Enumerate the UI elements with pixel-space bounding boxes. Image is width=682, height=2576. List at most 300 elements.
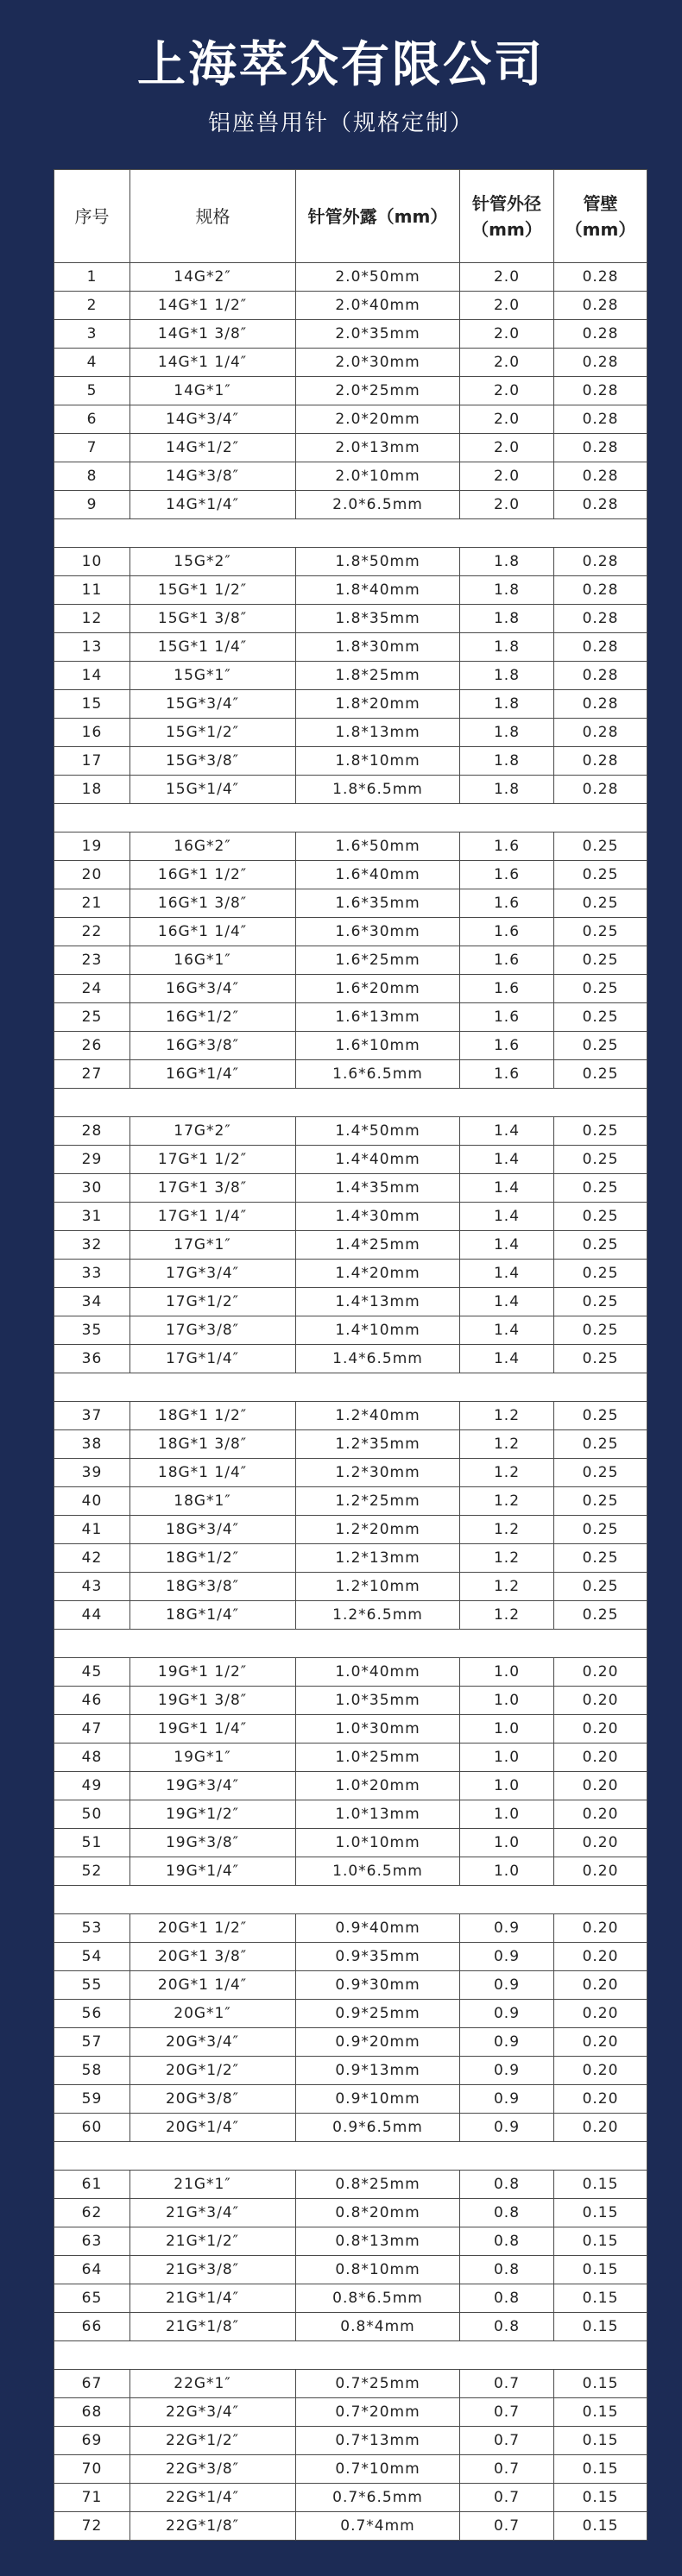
- cell-serial-number: 48: [54, 1744, 130, 1772]
- header-needle-exposure: 针管外露（mm）: [296, 170, 460, 263]
- cell-needle-exposure: 2.0*35mm: [296, 320, 460, 349]
- cell-outer-diameter: 0.9: [460, 2028, 554, 2057]
- cell-needle-exposure: 1.6*20mm: [296, 975, 460, 1003]
- cell-needle-exposure: 1.4*10mm: [296, 1316, 460, 1345]
- header-specification: 规格: [130, 170, 296, 263]
- cell-outer-diameter: 1.6: [460, 975, 554, 1003]
- cell-needle-exposure: 0.9*20mm: [296, 2028, 460, 2057]
- cell-wall-thickness: 0.25: [554, 1060, 647, 1089]
- cell-serial-number: 62: [54, 2199, 130, 2227]
- cell-specification: 20G*1 1/4″: [130, 1971, 296, 2000]
- table-row: [54, 1516, 647, 1544]
- cell-needle-exposure: 1.8*13mm: [296, 719, 460, 747]
- cell-wall-thickness: 0.15: [554, 2171, 647, 2199]
- cell-outer-diameter: 1.2: [460, 1516, 554, 1544]
- table-row: [54, 1231, 647, 1260]
- table-row: [54, 2313, 647, 2341]
- cell-serial-number: 1: [54, 263, 130, 292]
- cell-outer-diameter: 1.0: [460, 1772, 554, 1800]
- cell-needle-exposure: 1.0*10mm: [296, 1829, 460, 1857]
- cell-outer-diameter: 0.8: [460, 2256, 554, 2284]
- cell-specification: 20G*3/8″: [130, 2085, 296, 2114]
- cell-serial-number: 3: [54, 320, 130, 349]
- cell-outer-diameter: 1.8: [460, 776, 554, 804]
- table-row: [54, 292, 647, 320]
- cell-wall-thickness: 0.15: [554, 2484, 647, 2512]
- header-outer-diameter: [460, 170, 554, 263]
- cell-specification: 16G*2″: [130, 832, 296, 861]
- cell-serial-number: 25: [54, 1003, 130, 1032]
- cell-serial-number: 50: [54, 1800, 130, 1829]
- table-header: [54, 170, 647, 263]
- cell-serial-number: 31: [54, 1203, 130, 1231]
- cell-specification: 17G*1 3/8″: [130, 1174, 296, 1203]
- cell-serial-number: 7: [54, 434, 130, 462]
- cell-wall-thickness: 0.28: [554, 605, 647, 633]
- cell-needle-exposure: 1.0*20mm: [296, 1772, 460, 1800]
- cell-specification: 22G*3/4″: [130, 2398, 296, 2427]
- cell-outer-diameter: 1.0: [460, 1800, 554, 1829]
- cell-needle-exposure: 1.4*20mm: [296, 1260, 460, 1288]
- table-row: [54, 1174, 647, 1203]
- cell-serial-number: 67: [54, 2370, 130, 2398]
- cell-needle-exposure: 0.9*13mm: [296, 2057, 460, 2085]
- group-separator-cell: [54, 519, 647, 548]
- cell-needle-exposure: 1.8*50mm: [296, 548, 460, 576]
- cell-serial-number: 42: [54, 1544, 130, 1573]
- table-row: [54, 1487, 647, 1516]
- cell-needle-exposure: 2.0*10mm: [296, 462, 460, 491]
- cell-specification: 19G*1 3/8″: [130, 1687, 296, 1715]
- cell-specification: 18G*1/2″: [130, 1544, 296, 1573]
- cell-wall-thickness: 0.28: [554, 263, 647, 292]
- table-row: [54, 2455, 647, 2484]
- table-row: [54, 1687, 647, 1715]
- cell-needle-exposure: 0.8*25mm: [296, 2171, 460, 2199]
- table-row: [54, 548, 647, 576]
- cell-specification: 19G*1 1/4″: [130, 1715, 296, 1744]
- cell-outer-diameter: 1.6: [460, 1003, 554, 1032]
- cell-serial-number: 35: [54, 1316, 130, 1345]
- cell-outer-diameter: 1.2: [460, 1601, 554, 1630]
- table-row: [54, 776, 647, 804]
- header-outer-diameter-unit: （mm）: [471, 218, 542, 240]
- cell-needle-exposure: 1.4*50mm: [296, 1117, 460, 1146]
- cell-outer-diameter: 1.6: [460, 1060, 554, 1089]
- cell-wall-thickness: 0.25: [554, 1345, 647, 1373]
- cell-outer-diameter: 1.4: [460, 1345, 554, 1373]
- cell-serial-number: 15: [54, 690, 130, 719]
- cell-wall-thickness: 0.28: [554, 491, 647, 519]
- cell-serial-number: 57: [54, 2028, 130, 2057]
- table-row: [54, 1430, 647, 1459]
- cell-specification: 15G*1 3/8″: [130, 605, 296, 633]
- cell-specification: 18G*3/4″: [130, 1516, 296, 1544]
- table-row: [54, 719, 647, 747]
- cell-needle-exposure: 2.0*40mm: [296, 292, 460, 320]
- cell-wall-thickness: 0.25: [554, 1487, 647, 1516]
- cell-wall-thickness: 0.20: [554, 2000, 647, 2028]
- cell-specification: 22G*3/8″: [130, 2455, 296, 2484]
- cell-outer-diameter: 0.7: [460, 2370, 554, 2398]
- cell-outer-diameter: 1.0: [460, 1744, 554, 1772]
- cell-specification: 17G*1/2″: [130, 1288, 296, 1316]
- cell-outer-diameter: 1.4: [460, 1174, 554, 1203]
- cell-serial-number: 54: [54, 1943, 130, 1971]
- cell-needle-exposure: 1.8*10mm: [296, 747, 460, 776]
- cell-outer-diameter: 1.6: [460, 946, 554, 975]
- cell-specification: 14G*1 1/2″: [130, 292, 296, 320]
- cell-specification: 16G*1/2″: [130, 1003, 296, 1032]
- table-row: [54, 2484, 647, 2512]
- cell-wall-thickness: 0.28: [554, 719, 647, 747]
- cell-specification: 15G*1 1/4″: [130, 633, 296, 662]
- cell-wall-thickness: 0.25: [554, 889, 647, 918]
- cell-serial-number: 32: [54, 1231, 130, 1260]
- cell-outer-diameter: 1.0: [460, 1658, 554, 1687]
- cell-outer-diameter: 0.7: [460, 2455, 554, 2484]
- cell-wall-thickness: 0.20: [554, 2057, 647, 2085]
- cell-needle-exposure: 2.0*20mm: [296, 405, 460, 434]
- cell-specification: 17G*1 1/4″: [130, 1203, 296, 1231]
- cell-needle-exposure: 0.8*4mm: [296, 2313, 460, 2341]
- cell-needle-exposure: 1.6*25mm: [296, 946, 460, 975]
- cell-wall-thickness: 0.25: [554, 918, 647, 946]
- cell-needle-exposure: 0.8*10mm: [296, 2256, 460, 2284]
- table-row: [54, 2057, 647, 2085]
- cell-specification: 21G*3/8″: [130, 2256, 296, 2284]
- cell-outer-diameter: 2.0: [460, 349, 554, 377]
- cell-wall-thickness: 0.15: [554, 2227, 647, 2256]
- company-title: 上海萃众有限公司: [137, 37, 545, 93]
- cell-specification: 17G*1″: [130, 1231, 296, 1260]
- header-wall-thickness: [554, 170, 647, 263]
- cell-needle-exposure: 1.8*40mm: [296, 576, 460, 605]
- header-row: [54, 170, 647, 263]
- group-separator-cell: [54, 2142, 647, 2171]
- cell-outer-diameter: 2.0: [460, 491, 554, 519]
- cell-serial-number: 47: [54, 1715, 130, 1744]
- table-row: [54, 2028, 647, 2057]
- cell-specification: 14G*3/4″: [130, 405, 296, 434]
- cell-outer-diameter: 0.7: [460, 2512, 554, 2541]
- cell-needle-exposure: 1.4*30mm: [296, 1203, 460, 1231]
- group-separator-row: [54, 1373, 647, 1402]
- cell-specification: 20G*3/4″: [130, 2028, 296, 2057]
- cell-specification: 16G*3/4″: [130, 975, 296, 1003]
- cell-specification: 19G*3/8″: [130, 1829, 296, 1857]
- table-row: [54, 1715, 647, 1744]
- cell-specification: 20G*1″: [130, 2000, 296, 2028]
- table-row: [54, 633, 647, 662]
- cell-serial-number: 2: [54, 292, 130, 320]
- cell-wall-thickness: 0.20: [554, 2085, 647, 2114]
- cell-outer-diameter: 1.8: [460, 605, 554, 633]
- cell-needle-exposure: 2.0*6.5mm: [296, 491, 460, 519]
- group-separator-row: [54, 1630, 647, 1658]
- group-separator-cell: [54, 1089, 647, 1117]
- table-row: [54, 1032, 647, 1060]
- table-row: [54, 605, 647, 633]
- cell-serial-number: 8: [54, 462, 130, 491]
- cell-serial-number: 27: [54, 1060, 130, 1089]
- header-wall-thickness-label: 管壁: [583, 192, 618, 214]
- cell-serial-number: 72: [54, 2512, 130, 2541]
- cell-wall-thickness: 0.20: [554, 2028, 647, 2057]
- cell-outer-diameter: 1.8: [460, 662, 554, 690]
- cell-serial-number: 41: [54, 1516, 130, 1544]
- table-row: [54, 1800, 647, 1829]
- cell-needle-exposure: 1.2*35mm: [296, 1430, 460, 1459]
- cell-outer-diameter: 1.2: [460, 1402, 554, 1430]
- table-row: [54, 918, 647, 946]
- cell-wall-thickness: 0.25: [554, 1032, 647, 1060]
- spec-table: [54, 169, 647, 2541]
- cell-outer-diameter: 1.6: [460, 832, 554, 861]
- cell-specification: 16G*1″: [130, 946, 296, 975]
- cell-wall-thickness: 0.20: [554, 1744, 647, 1772]
- cell-needle-exposure: 1.4*35mm: [296, 1174, 460, 1203]
- cell-specification: 15G*1″: [130, 662, 296, 690]
- table-row: [54, 747, 647, 776]
- cell-specification: 18G*1 3/8″: [130, 1430, 296, 1459]
- cell-serial-number: 21: [54, 889, 130, 918]
- cell-needle-exposure: 1.6*13mm: [296, 1003, 460, 1032]
- table-row: [54, 1829, 647, 1857]
- table-row: [54, 861, 647, 889]
- cell-specification: 18G*1 1/2″: [130, 1402, 296, 1430]
- cell-serial-number: 45: [54, 1658, 130, 1687]
- cell-specification: 14G*3/8″: [130, 462, 296, 491]
- cell-wall-thickness: 0.28: [554, 434, 647, 462]
- table-row: [54, 2398, 647, 2427]
- cell-serial-number: 65: [54, 2284, 130, 2313]
- cell-specification: 17G*2″: [130, 1117, 296, 1146]
- cell-outer-diameter: 0.8: [460, 2199, 554, 2227]
- cell-wall-thickness: 0.25: [554, 1402, 647, 1430]
- cell-wall-thickness: 0.25: [554, 1573, 647, 1601]
- cell-outer-diameter: 1.4: [460, 1146, 554, 1174]
- cell-serial-number: 46: [54, 1687, 130, 1715]
- cell-serial-number: 23: [54, 946, 130, 975]
- cell-serial-number: 9: [54, 491, 130, 519]
- cell-wall-thickness: 0.15: [554, 2313, 647, 2341]
- table-row: [54, 975, 647, 1003]
- cell-wall-thickness: 0.20: [554, 1914, 647, 1943]
- cell-serial-number: 30: [54, 1174, 130, 1203]
- group-separator-row: [54, 2142, 647, 2171]
- cell-outer-diameter: 0.9: [460, 2000, 554, 2028]
- cell-outer-diameter: 1.2: [460, 1487, 554, 1516]
- cell-wall-thickness: 0.25: [554, 1459, 647, 1487]
- table-row: [54, 405, 647, 434]
- cell-needle-exposure: 1.2*20mm: [296, 1516, 460, 1544]
- cell-wall-thickness: 0.28: [554, 662, 647, 690]
- cell-specification: 15G*1/2″: [130, 719, 296, 747]
- cell-specification: 18G*1″: [130, 1487, 296, 1516]
- cell-specification: 21G*3/4″: [130, 2199, 296, 2227]
- cell-needle-exposure: 0.7*10mm: [296, 2455, 460, 2484]
- cell-wall-thickness: 0.25: [554, 861, 647, 889]
- cell-serial-number: 40: [54, 1487, 130, 1516]
- cell-wall-thickness: 0.20: [554, 1971, 647, 2000]
- cell-needle-exposure: 1.0*13mm: [296, 1800, 460, 1829]
- group-separator-cell: [54, 1886, 647, 1914]
- cell-outer-diameter: 1.6: [460, 861, 554, 889]
- cell-outer-diameter: 0.9: [460, 1943, 554, 1971]
- header-serial-number: 序号: [54, 170, 130, 263]
- cell-needle-exposure: 1.2*30mm: [296, 1459, 460, 1487]
- cell-wall-thickness: 0.28: [554, 405, 647, 434]
- cell-serial-number: 49: [54, 1772, 130, 1800]
- cell-wall-thickness: 0.28: [554, 576, 647, 605]
- cell-specification: 17G*1/4″: [130, 1345, 296, 1373]
- cell-serial-number: 34: [54, 1288, 130, 1316]
- cell-needle-exposure: 1.6*6.5mm: [296, 1060, 460, 1089]
- cell-wall-thickness: 0.28: [554, 377, 647, 405]
- table-row: [54, 1203, 647, 1231]
- table-row: [54, 1345, 647, 1373]
- table-row: [54, 2199, 647, 2227]
- cell-outer-diameter: 1.8: [460, 576, 554, 605]
- table-row: [54, 2512, 647, 2541]
- table-row: [54, 1943, 647, 1971]
- cell-serial-number: 38: [54, 1430, 130, 1459]
- table-row: [54, 1658, 647, 1687]
- group-separator-row: [54, 2341, 647, 2370]
- cell-specification: 22G*1/2″: [130, 2427, 296, 2455]
- cell-needle-exposure: 0.7*25mm: [296, 2370, 460, 2398]
- cell-needle-exposure: 1.6*40mm: [296, 861, 460, 889]
- group-separator-row: [54, 1886, 647, 1914]
- cell-specification: 14G*1″: [130, 377, 296, 405]
- cell-specification: 20G*1 3/8″: [130, 1943, 296, 1971]
- cell-serial-number: 4: [54, 349, 130, 377]
- cell-serial-number: 14: [54, 662, 130, 690]
- cell-serial-number: 18: [54, 776, 130, 804]
- cell-wall-thickness: 0.15: [554, 2256, 647, 2284]
- cell-needle-exposure: 0.7*13mm: [296, 2427, 460, 2455]
- cell-needle-exposure: 0.9*35mm: [296, 1943, 460, 1971]
- cell-wall-thickness: 0.25: [554, 1203, 647, 1231]
- cell-specification: 17G*1 1/2″: [130, 1146, 296, 1174]
- cell-serial-number: 64: [54, 2256, 130, 2284]
- cell-outer-diameter: 1.8: [460, 548, 554, 576]
- cell-serial-number: 24: [54, 975, 130, 1003]
- cell-specification: 18G*3/8″: [130, 1573, 296, 1601]
- cell-needle-exposure: 0.9*40mm: [296, 1914, 460, 1943]
- cell-specification: 21G*1/2″: [130, 2227, 296, 2256]
- cell-serial-number: 53: [54, 1914, 130, 1943]
- table-row: [54, 2085, 647, 2114]
- cell-serial-number: 61: [54, 2171, 130, 2199]
- cell-needle-exposure: 1.4*25mm: [296, 1231, 460, 1260]
- cell-wall-thickness: 0.15: [554, 2512, 647, 2541]
- cell-needle-exposure: 1.2*40mm: [296, 1402, 460, 1430]
- cell-needle-exposure: 1.6*10mm: [296, 1032, 460, 1060]
- cell-needle-exposure: 1.6*30mm: [296, 918, 460, 946]
- cell-serial-number: 70: [54, 2455, 130, 2484]
- cell-specification: 19G*1/2″: [130, 1800, 296, 1829]
- cell-wall-thickness: 0.28: [554, 690, 647, 719]
- cell-wall-thickness: 0.28: [554, 747, 647, 776]
- cell-needle-exposure: 1.6*35mm: [296, 889, 460, 918]
- cell-wall-thickness: 0.25: [554, 1516, 647, 1544]
- table-row: [54, 832, 647, 861]
- cell-wall-thickness: 0.25: [554, 1601, 647, 1630]
- cell-serial-number: 10: [54, 548, 130, 576]
- group-separator-cell: [54, 2341, 647, 2370]
- table-row: [54, 434, 647, 462]
- cell-specification: 19G*1″: [130, 1744, 296, 1772]
- cell-outer-diameter: 1.4: [460, 1231, 554, 1260]
- cell-specification: 21G*1/8″: [130, 2313, 296, 2341]
- cell-needle-exposure: 1.8*30mm: [296, 633, 460, 662]
- cell-wall-thickness: 0.28: [554, 633, 647, 662]
- cell-wall-thickness: 0.20: [554, 1772, 647, 1800]
- cell-wall-thickness: 0.15: [554, 2370, 647, 2398]
- table-row: [54, 2256, 647, 2284]
- table-row: [54, 2000, 647, 2028]
- cell-serial-number: 63: [54, 2227, 130, 2256]
- cell-serial-number: 6: [54, 405, 130, 434]
- cell-needle-exposure: 1.0*35mm: [296, 1687, 460, 1715]
- cell-specification: 14G*1 3/8″: [130, 320, 296, 349]
- cell-wall-thickness: 0.25: [554, 1117, 647, 1146]
- table-row: [54, 263, 647, 292]
- table-row: [54, 1459, 647, 1487]
- cell-wall-thickness: 0.25: [554, 832, 647, 861]
- cell-outer-diameter: 0.9: [460, 2057, 554, 2085]
- cell-specification: 15G*1 1/2″: [130, 576, 296, 605]
- cell-specification: 16G*3/8″: [130, 1032, 296, 1060]
- cell-needle-exposure: 1.4*6.5mm: [296, 1345, 460, 1373]
- cell-wall-thickness: 0.25: [554, 1288, 647, 1316]
- cell-specification: 20G*1 1/2″: [130, 1914, 296, 1943]
- cell-outer-diameter: 1.4: [460, 1203, 554, 1231]
- cell-specification: 15G*2″: [130, 548, 296, 576]
- cell-specification: 19G*1 1/2″: [130, 1658, 296, 1687]
- cell-serial-number: 29: [54, 1146, 130, 1174]
- cell-outer-diameter: 0.7: [460, 2427, 554, 2455]
- cell-wall-thickness: 0.20: [554, 1943, 647, 1971]
- cell-outer-diameter: 0.7: [460, 2398, 554, 2427]
- header-outer-diameter-label: 针管外径: [472, 192, 541, 214]
- cell-outer-diameter: 1.6: [460, 1032, 554, 1060]
- cell-needle-exposure: 1.8*35mm: [296, 605, 460, 633]
- cell-outer-diameter: 0.8: [460, 2313, 554, 2341]
- cell-needle-exposure: 0.8*6.5mm: [296, 2284, 460, 2313]
- cell-wall-thickness: 0.20: [554, 1857, 647, 1886]
- group-separator-cell: [54, 804, 647, 832]
- cell-outer-diameter: 0.9: [460, 1914, 554, 1943]
- cell-needle-exposure: 0.8*20mm: [296, 2199, 460, 2227]
- cell-serial-number: 51: [54, 1829, 130, 1857]
- table-row: [54, 491, 647, 519]
- cell-outer-diameter: 2.0: [460, 462, 554, 491]
- header-wall-thickness-unit: （mm）: [565, 218, 636, 240]
- cell-wall-thickness: 0.20: [554, 1715, 647, 1744]
- table-row: [54, 889, 647, 918]
- cell-needle-exposure: 1.6*50mm: [296, 832, 460, 861]
- group-separator-row: [54, 519, 647, 548]
- cell-serial-number: 12: [54, 605, 130, 633]
- cell-outer-diameter: 2.0: [460, 377, 554, 405]
- cell-outer-diameter: 1.8: [460, 747, 554, 776]
- cell-needle-exposure: 0.9*25mm: [296, 2000, 460, 2028]
- cell-serial-number: 59: [54, 2085, 130, 2114]
- cell-wall-thickness: 0.20: [554, 1829, 647, 1857]
